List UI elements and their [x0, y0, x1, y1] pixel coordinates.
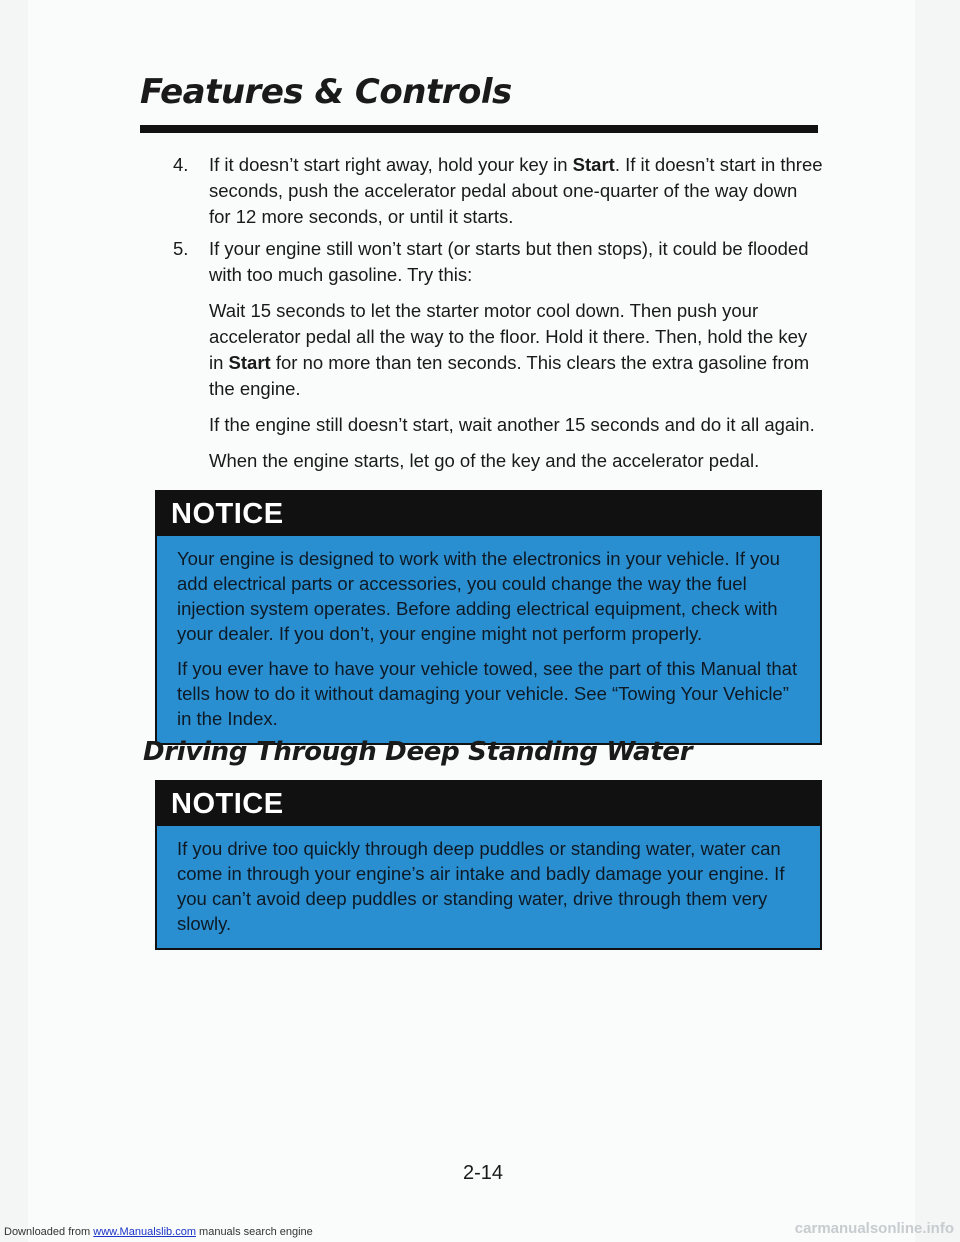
notice-header: NOTICE: [157, 492, 820, 536]
sub-text-part: Wait 15 seconds to let the starter motor cool down. Then push your accelerator pedal all the way to the floor. Hold it there. Then, hold the key in: [209, 300, 808, 373]
step-text: If your engine still won’t start (or starts but then stops), it could be flooded with too much gasoline. Try this:: [209, 238, 809, 285]
notice-body: [157, 536, 820, 743]
sub-paragraph: When the engine starts, let go of the key and the accelerator pedal.: [209, 450, 760, 471]
footer-text: Downloaded from: [4, 1226, 94, 1238]
title-rule: [140, 125, 818, 133]
notice-paragraph: Your engine is designed to work with the electronics in your vehicle. If you add electrical parts or accessories, you could change the way the fuel injection system operates. Before adding electrical equipment, check with your dealer. If you don’t, your engine might not perform properly.: [177, 548, 780, 644]
step-text-part: . If it doesn’t start in three seconds, push the accelerator pedal about one-quarter of the way down for 12 more seconds, or until it starts.: [209, 154, 823, 227]
footer-text: manuals search engine: [195, 1226, 313, 1238]
page-number: 2-14: [463, 1162, 504, 1184]
start-keyword: Start: [572, 154, 615, 175]
download-footer: [4, 1226, 313, 1238]
step-text-part: If it doesn’t start right away, hold your key in: [209, 154, 573, 175]
step-number: 4.: [173, 154, 189, 175]
notice-header: NOTICE: [157, 782, 820, 826]
sub-text-part: for no more than ten seconds. This clears the extra gasoline from the engine.: [209, 352, 810, 399]
notice-box-water: [155, 780, 822, 950]
notice-box-electrical: [155, 490, 822, 745]
step-4: [173, 152, 823, 230]
sub-paragraph: [209, 298, 823, 402]
notice-paragraph: If you drive too quickly through deep puddles or standing water, water can come in through your engine’s air intake and badly damage your engine. If you can’t avoid deep puddles or standing water, drive through them very slowly.: [177, 838, 785, 934]
notice-body: [157, 826, 820, 948]
page-title: Features & Controls: [140, 72, 512, 112]
step-text: [209, 152, 823, 230]
section-heading: Driving Through Deep Standing Water: [143, 737, 693, 767]
step-5: [173, 236, 823, 288]
manualslib-link[interactable]: www.Manualslib.com: [93, 1226, 196, 1238]
step-number: 5.: [173, 238, 189, 259]
step-5-details: [209, 298, 823, 474]
instructions-content: [173, 152, 823, 484]
watermark: carmanualsonline.info: [794, 1220, 954, 1237]
start-keyword: Start: [228, 352, 271, 373]
sub-paragraph: If the engine still doesn’t start, wait another 15 seconds and do it all again.: [209, 414, 815, 435]
notice-paragraph: If you ever have to have your vehicle towed, see the part of this Manual that tells how to do it without damaging your vehicle. See “Towing Your Vehicle” in the Index.: [177, 658, 798, 729]
